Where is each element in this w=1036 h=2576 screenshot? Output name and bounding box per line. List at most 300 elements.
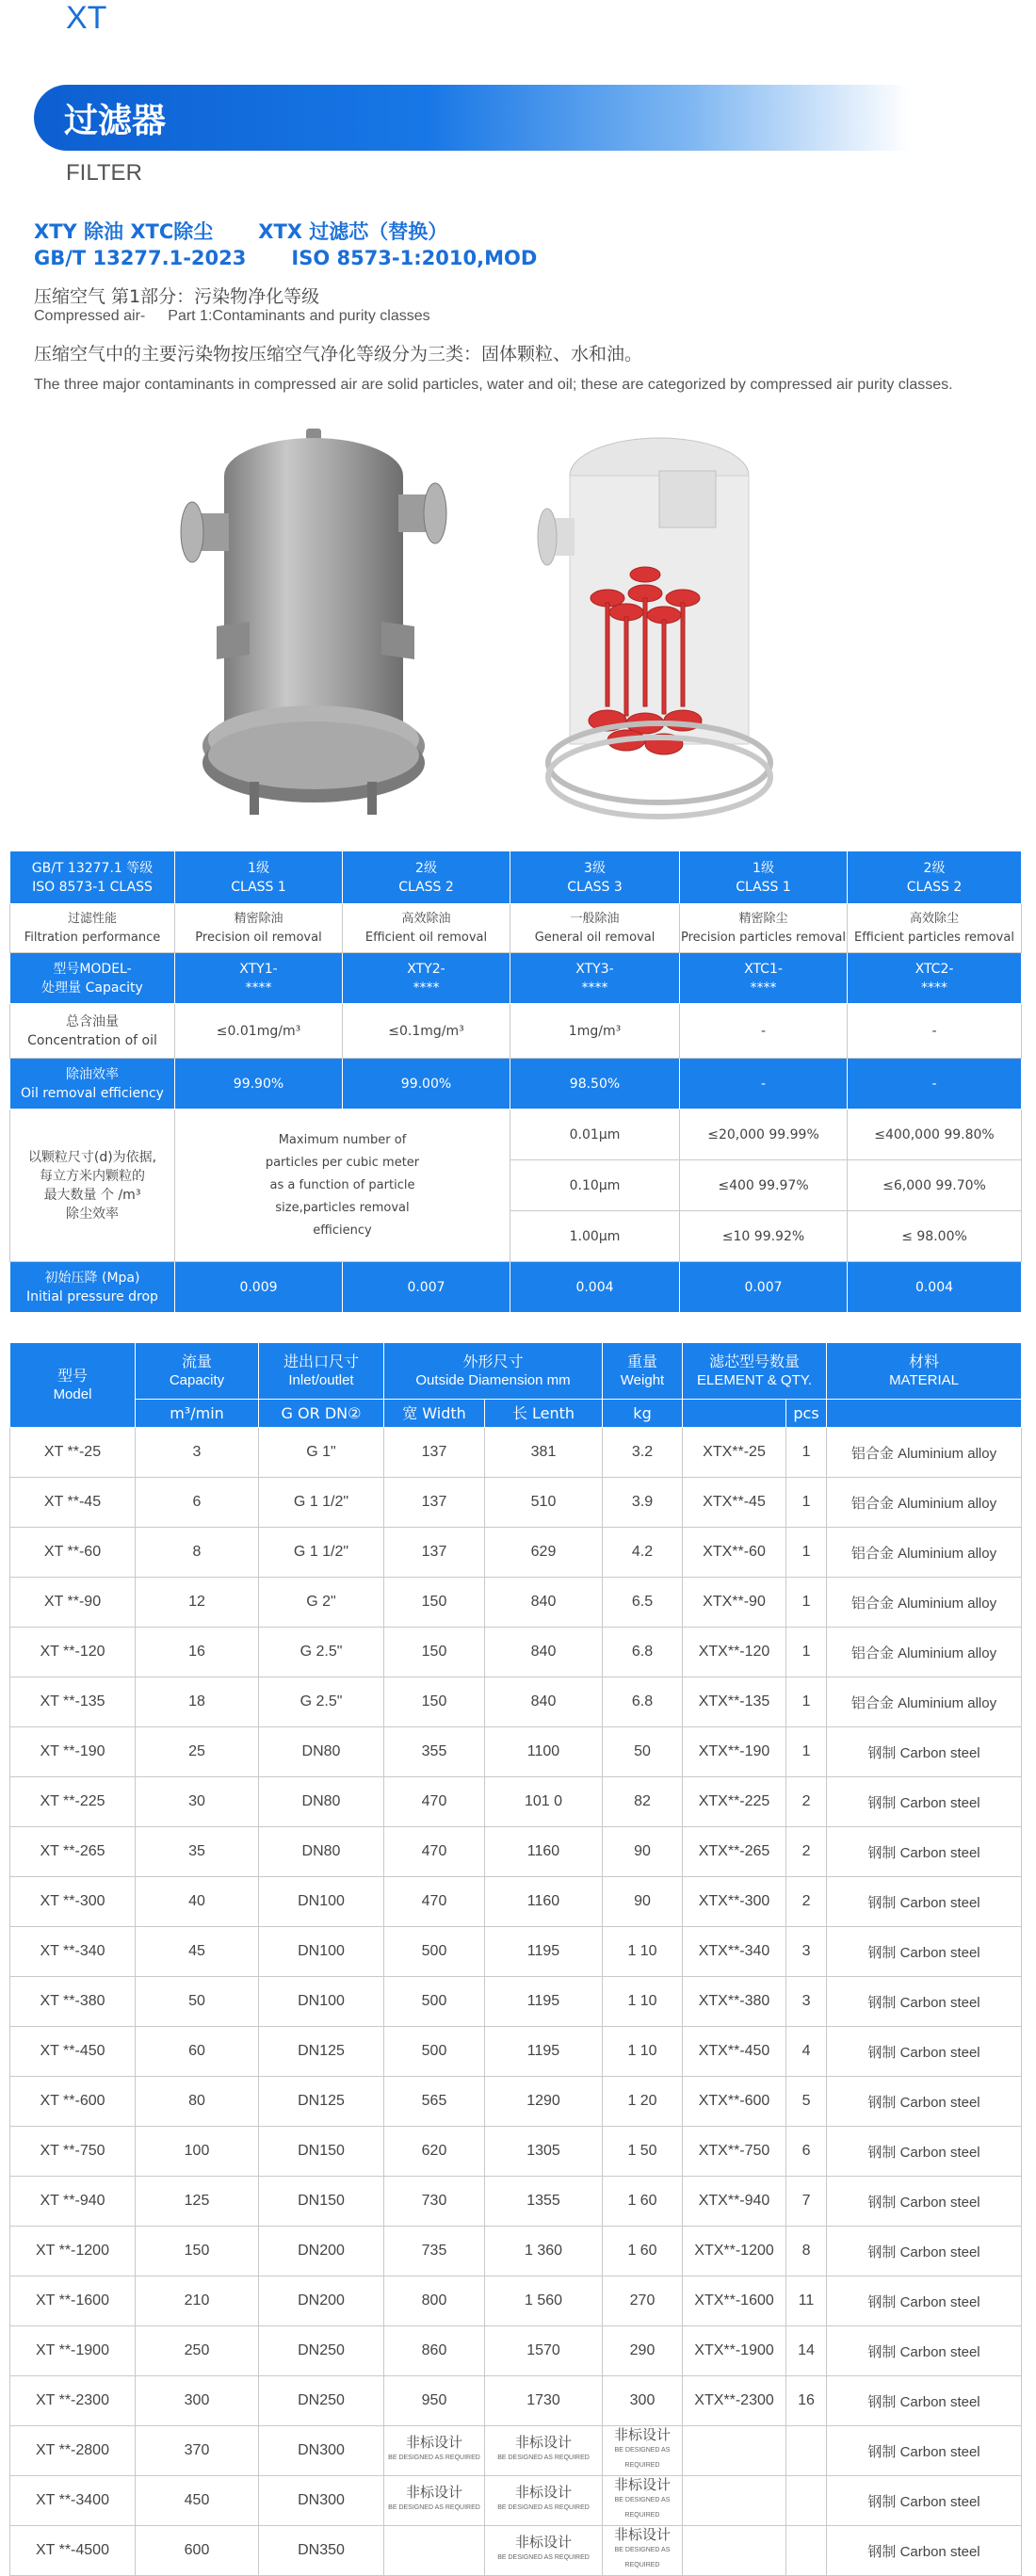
header-inlet: 进出口尺寸 Inlet/outlet <box>259 1343 384 1400</box>
cell-length: 840 <box>485 1677 603 1727</box>
cell-qty: 4 <box>786 2027 827 2077</box>
model-table-units <box>10 1400 1022 1428</box>
cell-element: XTX**-380 <box>683 1977 786 2027</box>
intro-part-en <box>34 308 453 325</box>
cell-qty: 7 <box>786 2177 827 2227</box>
cell-width: 470 <box>384 1827 485 1877</box>
cell-element: XTX**-1900 <box>683 2326 786 2376</box>
cell-weight: 1 20 <box>603 2077 683 2127</box>
cell-length: 1355 <box>485 2177 603 2227</box>
series-code: XT <box>66 0 107 36</box>
unit-width: 宽 Width <box>384 1400 485 1428</box>
cell-qty <box>786 2476 827 2526</box>
cell-material: 钢制 Carbon steel <box>827 2376 1022 2426</box>
spec-class-5: 2级 CLASS 2 <box>848 851 1022 904</box>
table-row <box>10 1727 1022 1777</box>
cell-length <box>485 2526 603 2576</box>
header-flow: 流量 Capacity <box>136 1343 259 1400</box>
cell-model: XT **-1200 <box>10 2227 136 2276</box>
spec-row-model <box>10 953 1022 1004</box>
cell-weight: 6.8 <box>603 1628 683 1677</box>
table-row <box>10 1428 1022 1478</box>
spec-eff-3: 98.50% <box>510 1059 680 1110</box>
spec-model-3: XTY3- **** <box>510 953 680 1004</box>
intro-body-en: The three major contaminants in compressed air are solid particles, water and oil; these are categorized by compressed air purity classes. <box>34 377 953 393</box>
cell-inlet: DN350 <box>259 2526 384 2576</box>
table-row <box>10 2426 1022 2476</box>
table-row <box>10 1977 1022 2027</box>
cell-inlet: G 2.5" <box>259 1677 384 1727</box>
series-standards <box>34 217 493 245</box>
cell-width: 620 <box>384 2127 485 2177</box>
cell-element <box>683 2426 786 2476</box>
cell-width <box>384 2426 485 2476</box>
cell-element: XTX**-135 <box>683 1677 786 1727</box>
cell-flow: 100 <box>136 2127 259 2177</box>
cell-element: XTX**-300 <box>683 1877 786 1927</box>
cell-inlet: DN300 <box>259 2476 384 2526</box>
cell-qty: 2 <box>786 1827 827 1877</box>
spec-label-pressure-drop: 初始压降 (Mpa) Initial pressure drop <box>10 1262 175 1313</box>
cell-material: 钢制 Carbon steel <box>827 1827 1022 1877</box>
table-row <box>10 1628 1022 1677</box>
nonstandard-note: 非标设计 BE DESIGNED AS REQUIRED <box>497 2435 590 2461</box>
cell-qty: 2 <box>786 1777 827 1827</box>
spec-eff-5: - <box>848 1059 1022 1110</box>
cell-model: XT **-600 <box>10 2077 136 2127</box>
spec-oil-4: - <box>680 1004 848 1059</box>
cell-width: 860 <box>384 2326 485 2376</box>
cell-material: 铝合金 Aluminium alloy <box>827 1578 1022 1628</box>
spec-label-oil: 总含油量 Concentration of oil <box>10 1004 175 1059</box>
cell-element <box>683 2476 786 2526</box>
intro-part-cn: 压缩空气 第1部分：污染物净化等级 <box>34 286 320 307</box>
cell-qty: 3 <box>786 1977 827 2027</box>
spec-eff-1: 99.90% <box>175 1059 343 1110</box>
cell-weight: 3.2 <box>603 1428 683 1478</box>
cell-width: 500 <box>384 1927 485 1977</box>
spec-perf-2: 高效除油 Efficient oil removal <box>343 904 510 953</box>
nonstandard-note: 非标设计 BE DESIGNED AS REQUIRED <box>497 2485 590 2511</box>
spec-label-efficiency: 除油效率 Oil removal efficiency <box>10 1059 175 1110</box>
filter-housing-exterior <box>179 424 452 829</box>
spec-class-1: 1级 CLASS 1 <box>175 851 343 904</box>
cell-flow: 40 <box>136 1877 259 1927</box>
cell-weight <box>603 2526 683 2576</box>
header-weight: 重量 Weight <box>603 1343 683 1400</box>
cell-element: XTX**-600 <box>683 2077 786 2127</box>
cell-inlet: DN125 <box>259 2077 384 2127</box>
cell-qty: 6 <box>786 2127 827 2177</box>
unit-flow: m³/min <box>136 1400 259 1428</box>
table-row <box>10 1927 1022 1977</box>
spec-label-performance: 过滤性能 Filtration performance <box>10 904 175 953</box>
cell-qty: 11 <box>786 2276 827 2326</box>
cell-element: XTX**-1600 <box>683 2276 786 2326</box>
spec-oil-2: ≤0.1mg/m³ <box>343 1004 510 1059</box>
cell-material: 铝合金 Aluminium alloy <box>827 1428 1022 1478</box>
nonstandard-note: 非标设计 BE DESIGNED AS REQUIRED <box>388 2485 480 2511</box>
cell-width: 150 <box>384 1677 485 1727</box>
cell-inlet: G 1 1/2" <box>259 1528 384 1578</box>
spec-drop-5: 0.004 <box>848 1262 1022 1313</box>
cell-model: XT **-2800 <box>10 2426 136 2476</box>
unit-element-blank <box>683 1400 786 1428</box>
cell-weight: 90 <box>603 1827 683 1877</box>
spec-particle-size: 0.10μm <box>510 1160 680 1211</box>
spec-head-class: GB/T 13277.1 等级 ISO 8573-1 CLASS <box>10 851 175 904</box>
cell-weight: 1 10 <box>603 2027 683 2077</box>
unit-weight: kg <box>603 1400 683 1428</box>
cell-qty: 1 <box>786 1727 827 1777</box>
spec-row-efficiency <box>10 1059 1022 1110</box>
cell-weight <box>603 2476 683 2526</box>
model-dimension-table <box>9 1342 1022 2576</box>
spec-class-3: 3级 CLASS 3 <box>510 851 680 904</box>
cell-model: XT **-60 <box>10 1528 136 1578</box>
cell-width: 500 <box>384 2027 485 2077</box>
spec-model-2: XTY2- **** <box>343 953 510 1004</box>
cell-material: 铝合金 Aluminium alloy <box>827 1528 1022 1578</box>
table-row <box>10 2476 1022 2526</box>
header-material: 材料 MATERIAL <box>827 1343 1022 1400</box>
table-row <box>10 2376 1022 2426</box>
cell-weight <box>603 2426 683 2476</box>
cell-qty <box>786 2526 827 2576</box>
spec-class-4: 1级 CLASS 1 <box>680 851 848 904</box>
cell-length: 510 <box>485 1478 603 1528</box>
cell-material: 钢制 Carbon steel <box>827 2077 1022 2127</box>
cell-element: XTX**-265 <box>683 1827 786 1877</box>
cell-model: XT **-90 <box>10 1578 136 1628</box>
cell-qty: 8 <box>786 2227 827 2276</box>
cell-weight: 1 50 <box>603 2127 683 2177</box>
cell-qty: 14 <box>786 2326 827 2376</box>
cell-inlet: DN80 <box>259 1727 384 1777</box>
cell-element: XTX**-225 <box>683 1777 786 1827</box>
cell-inlet: DN80 <box>259 1827 384 1877</box>
cell-element: XTX**-190 <box>683 1727 786 1777</box>
cell-inlet: DN200 <box>259 2276 384 2326</box>
cell-element: XTX**-60 <box>683 1528 786 1578</box>
cell-qty: 3 <box>786 1927 827 1977</box>
table-row <box>10 2077 1022 2127</box>
cell-width: 730 <box>384 2177 485 2227</box>
cell-weight: 270 <box>603 2276 683 2326</box>
cell-material: 钢制 Carbon steel <box>827 2276 1022 2326</box>
table-row <box>10 2177 1022 2227</box>
cell-weight: 300 <box>603 2376 683 2426</box>
cell-weight: 4.2 <box>603 1528 683 1578</box>
cell-length: 1160 <box>485 1877 603 1927</box>
model-table-header <box>10 1343 1022 1400</box>
spec-perf-4: 精密除尘 Precision particles removal <box>680 904 848 953</box>
cell-length: 840 <box>485 1628 603 1677</box>
cell-model: XT **-120 <box>10 1628 136 1677</box>
cell-length: 1730 <box>485 2376 603 2426</box>
cell-length: 1195 <box>485 2027 603 2077</box>
cell-length: 1 560 <box>485 2276 603 2326</box>
standard-codes <box>34 247 582 269</box>
cell-model: XT **-940 <box>10 2177 136 2227</box>
cell-flow: 450 <box>136 2476 259 2526</box>
unit-length: 长 Lenth <box>485 1400 603 1428</box>
cell-qty: 1 <box>786 1528 827 1578</box>
spec-model-1: XTY1- **** <box>175 953 343 1004</box>
cell-weight: 290 <box>603 2326 683 2376</box>
page-title: 过滤器 <box>64 102 167 140</box>
cell-width: 137 <box>384 1478 485 1528</box>
cell-width: 470 <box>384 1877 485 1927</box>
cell-weight: 82 <box>603 1777 683 1827</box>
cell-flow: 600 <box>136 2526 259 2576</box>
spec-eff-4: - <box>680 1059 848 1110</box>
cell-material: 钢制 Carbon steel <box>827 1777 1022 1827</box>
cell-width: 137 <box>384 1528 485 1578</box>
cell-flow: 16 <box>136 1628 259 1677</box>
spec-particle-class1: ≤10 99.92% <box>680 1211 848 1262</box>
cell-model: XT **-3400 <box>10 2476 136 2526</box>
cell-width: 735 <box>384 2227 485 2276</box>
cell-weight: 50 <box>603 1727 683 1777</box>
spec-particle-description: Maximum number of particles per cubic meter as a function of particle size,particles removal efficiency <box>175 1110 510 1262</box>
cell-weight: 90 <box>603 1877 683 1927</box>
cell-width: 950 <box>384 2376 485 2426</box>
page-subtitle: FILTER <box>66 160 142 186</box>
spec-drop-2: 0.007 <box>343 1262 510 1313</box>
cell-inlet: DN250 <box>259 2376 384 2426</box>
cell-length: 1290 <box>485 2077 603 2127</box>
cell-material: 铝合金 Aluminium alloy <box>827 1628 1022 1677</box>
spec-drop-4: 0.007 <box>680 1262 848 1313</box>
cell-flow: 45 <box>136 1927 259 1977</box>
spec-particle-size: 1.00μm <box>510 1211 680 1262</box>
table-row <box>10 1478 1022 1528</box>
cell-material: 钢制 Carbon steel <box>827 1927 1022 1977</box>
cell-length: 101 0 <box>485 1777 603 1827</box>
table-row <box>10 1528 1022 1578</box>
cell-element: XTX**-2300 <box>683 2376 786 2426</box>
cell-model: XT **-225 <box>10 1777 136 1827</box>
table-row <box>10 1578 1022 1628</box>
cell-width: 355 <box>384 1727 485 1777</box>
cell-material: 钢制 Carbon steel <box>827 2526 1022 2576</box>
cell-material: 钢制 Carbon steel <box>827 2027 1022 2077</box>
cell-length: 381 <box>485 1428 603 1478</box>
table-row <box>10 1877 1022 1927</box>
cell-flow: 3 <box>136 1428 259 1478</box>
table-row <box>10 1677 1022 1727</box>
table-row <box>10 1827 1022 1877</box>
spec-row-particle-1 <box>10 1110 1022 1160</box>
nonstandard-note: 非标设计 BE DESIGNED AS REQUIRED <box>497 2535 590 2561</box>
cell-length: 1195 <box>485 1977 603 2027</box>
cell-length: 1570 <box>485 2326 603 2376</box>
cell-element: XTX**-120 <box>683 1628 786 1677</box>
spec-particle-class2: ≤ 98.00% <box>848 1211 1022 1262</box>
cell-inlet: DN100 <box>259 1927 384 1977</box>
nonstandard-note: 非标设计 BE DESIGNED AS REQUIRED <box>614 2477 672 2519</box>
cell-qty: 16 <box>786 2376 827 2426</box>
cell-width <box>384 2476 485 2526</box>
cell-material: 钢制 Carbon steel <box>827 1877 1022 1927</box>
spec-model-5: XTC2- **** <box>848 953 1022 1004</box>
cell-qty <box>786 2426 827 2476</box>
spec-particle-class1: ≤20,000 99.99% <box>680 1110 848 1160</box>
cell-model: XT **-45 <box>10 1478 136 1528</box>
spec-oil-1: ≤0.01mg/m³ <box>175 1004 343 1059</box>
cell-qty: 1 <box>786 1428 827 1478</box>
unit-pcs: pcs <box>786 1400 827 1428</box>
series-element: XTX 过滤芯（替换） <box>258 220 448 243</box>
cell-length: 1160 <box>485 1827 603 1877</box>
cell-inlet: DN100 <box>259 1877 384 1927</box>
table-row <box>10 2027 1022 2077</box>
table-row <box>10 2326 1022 2376</box>
cell-inlet: DN300 <box>259 2426 384 2476</box>
cell-material: 钢制 Carbon steel <box>827 2227 1022 2276</box>
cell-model: XT **-750 <box>10 2127 136 2177</box>
filter-housing-cutaway <box>542 424 786 829</box>
cell-inlet: DN100 <box>259 1977 384 2027</box>
spec-row-oil <box>10 1004 1022 1059</box>
cell-qty: 1 <box>786 1578 827 1628</box>
cell-model: XT **-340 <box>10 1927 136 1977</box>
cell-material: 钢制 Carbon steel <box>827 2426 1022 2476</box>
cell-element: XTX**-25 <box>683 1428 786 1478</box>
cell-model: XT **-25 <box>10 1428 136 1478</box>
cell-width: 500 <box>384 1977 485 2027</box>
cell-model: XT **-300 <box>10 1877 136 1927</box>
cell-model: XT **-4500 <box>10 2526 136 2576</box>
cell-element: XTX**-90 <box>683 1578 786 1628</box>
cell-inlet: G 1 1/2" <box>259 1478 384 1528</box>
spec-row-pressure-drop <box>10 1262 1022 1313</box>
cell-width: 137 <box>384 1428 485 1478</box>
cell-width: 470 <box>384 1777 485 1827</box>
series-oil-dust: XTY 除油 XTC除尘 <box>34 220 214 243</box>
nonstandard-note: 非标设计 BE DESIGNED AS REQUIRED <box>614 2427 672 2469</box>
table-row <box>10 2526 1022 2576</box>
cell-element: XTX**-340 <box>683 1927 786 1977</box>
cell-element <box>683 2526 786 2576</box>
nonstandard-note: 非标设计 BE DESIGNED AS REQUIRED <box>388 2435 480 2461</box>
header-element: 滤芯型号数量 ELEMENT & QTY. <box>683 1343 827 1400</box>
cell-length: 840 <box>485 1578 603 1628</box>
cell-flow: 80 <box>136 2077 259 2127</box>
cell-element: XTX**-1200 <box>683 2227 786 2276</box>
cell-flow: 8 <box>136 1528 259 1578</box>
cell-material: 钢制 Carbon steel <box>827 1977 1022 2027</box>
cell-length <box>485 2476 603 2526</box>
cell-inlet: DN200 <box>259 2227 384 2276</box>
cell-weight: 1 10 <box>603 1977 683 2027</box>
cell-length: 1100 <box>485 1727 603 1777</box>
cell-length: 629 <box>485 1528 603 1578</box>
header-model: 型号 Model <box>10 1343 136 1428</box>
cell-inlet: G 2" <box>259 1578 384 1628</box>
cell-length: 1195 <box>485 1927 603 1977</box>
cell-flow: 30 <box>136 1777 259 1827</box>
cell-material: 铝合金 Aluminium alloy <box>827 1478 1022 1528</box>
spec-drop-1: 0.009 <box>175 1262 343 1313</box>
table-row <box>10 2127 1022 2177</box>
cell-material: 钢制 Carbon steel <box>827 2127 1022 2177</box>
cell-element: XTX**-450 <box>683 2027 786 2077</box>
cell-element: XTX**-750 <box>683 2127 786 2177</box>
cell-qty: 5 <box>786 2077 827 2127</box>
spec-oil-5: - <box>848 1004 1022 1059</box>
spec-model-4: XTC1- **** <box>680 953 848 1004</box>
cell-weight: 1 60 <box>603 2177 683 2227</box>
cell-material: 钢制 Carbon steel <box>827 1727 1022 1777</box>
cell-material: 钢制 Carbon steel <box>827 2326 1022 2376</box>
spec-particle-class2: ≤400,000 99.80% <box>848 1110 1022 1160</box>
cell-qty: 1 <box>786 1677 827 1727</box>
cell-width: 565 <box>384 2077 485 2127</box>
spec-particle-class2: ≤6,000 99.70% <box>848 1160 1022 1211</box>
cell-inlet: DN250 <box>259 2326 384 2376</box>
spec-drop-3: 0.004 <box>510 1262 680 1313</box>
cell-flow: 12 <box>136 1578 259 1628</box>
unit-inlet: G OR DN② <box>259 1400 384 1428</box>
table-row <box>10 2227 1022 2276</box>
cell-flow: 50 <box>136 1977 259 2027</box>
cell-flow: 250 <box>136 2326 259 2376</box>
spec-oil-3: 1mg/m³ <box>510 1004 680 1059</box>
cell-weight: 3.9 <box>603 1478 683 1528</box>
spec-class-2: 2级 CLASS 2 <box>343 851 510 904</box>
spec-eff-2: 99.00% <box>343 1059 510 1110</box>
cell-material: 钢制 Carbon steel <box>827 2177 1022 2227</box>
cell-element: XTX**-45 <box>683 1478 786 1528</box>
intro-body-cn: 压缩空气中的主要污染物按压缩空气净化等级分为三类：固体颗粒、水和油。 <box>34 344 643 365</box>
cell-flow: 35 <box>136 1827 259 1877</box>
cell-flow: 150 <box>136 2227 259 2276</box>
cell-flow: 370 <box>136 2426 259 2476</box>
cell-qty: 1 <box>786 1628 827 1677</box>
cell-weight: 6.8 <box>603 1677 683 1727</box>
cell-inlet: DN80 <box>259 1777 384 1827</box>
cell-flow: 300 <box>136 2376 259 2426</box>
spec-perf-5: 高效除尘 Efficient particles removal <box>848 904 1022 953</box>
cell-flow: 18 <box>136 1677 259 1727</box>
spec-perf-3: 一般除油 General oil removal <box>510 904 680 953</box>
standard-iso: ISO 8573-1:2010,MOD <box>291 247 538 269</box>
cell-width: 800 <box>384 2276 485 2326</box>
cell-qty: 1 <box>786 1478 827 1528</box>
intro-part-en-a: Compressed air- <box>34 308 146 324</box>
spec-label-particle: 以颗粒尺寸(d)为依据, 每立方米内颗粒的 最大数量 个 /m³ 除尘效率 <box>10 1110 175 1262</box>
spec-perf-1: 精密除油 Precision oil removal <box>175 904 343 953</box>
cell-model: XT **-1600 <box>10 2276 136 2326</box>
spec-label-model: 型号MODEL- 处理量 Capacity <box>10 953 175 1004</box>
cell-flow: 210 <box>136 2276 259 2326</box>
cell-flow: 25 <box>136 1727 259 1777</box>
cell-width <box>384 2526 485 2576</box>
cell-length: 1305 <box>485 2127 603 2177</box>
spec-row-class <box>10 851 1022 904</box>
cell-length <box>485 2426 603 2476</box>
spec-particle-size: 0.01μm <box>510 1110 680 1160</box>
cell-weight: 6.5 <box>603 1578 683 1628</box>
cell-model: XT **-135 <box>10 1677 136 1727</box>
cell-inlet: G 2.5" <box>259 1628 384 1677</box>
cell-material: 铝合金 Aluminium alloy <box>827 1677 1022 1727</box>
table-row <box>10 2276 1022 2326</box>
cell-inlet: G 1" <box>259 1428 384 1478</box>
title-banner <box>34 85 910 151</box>
